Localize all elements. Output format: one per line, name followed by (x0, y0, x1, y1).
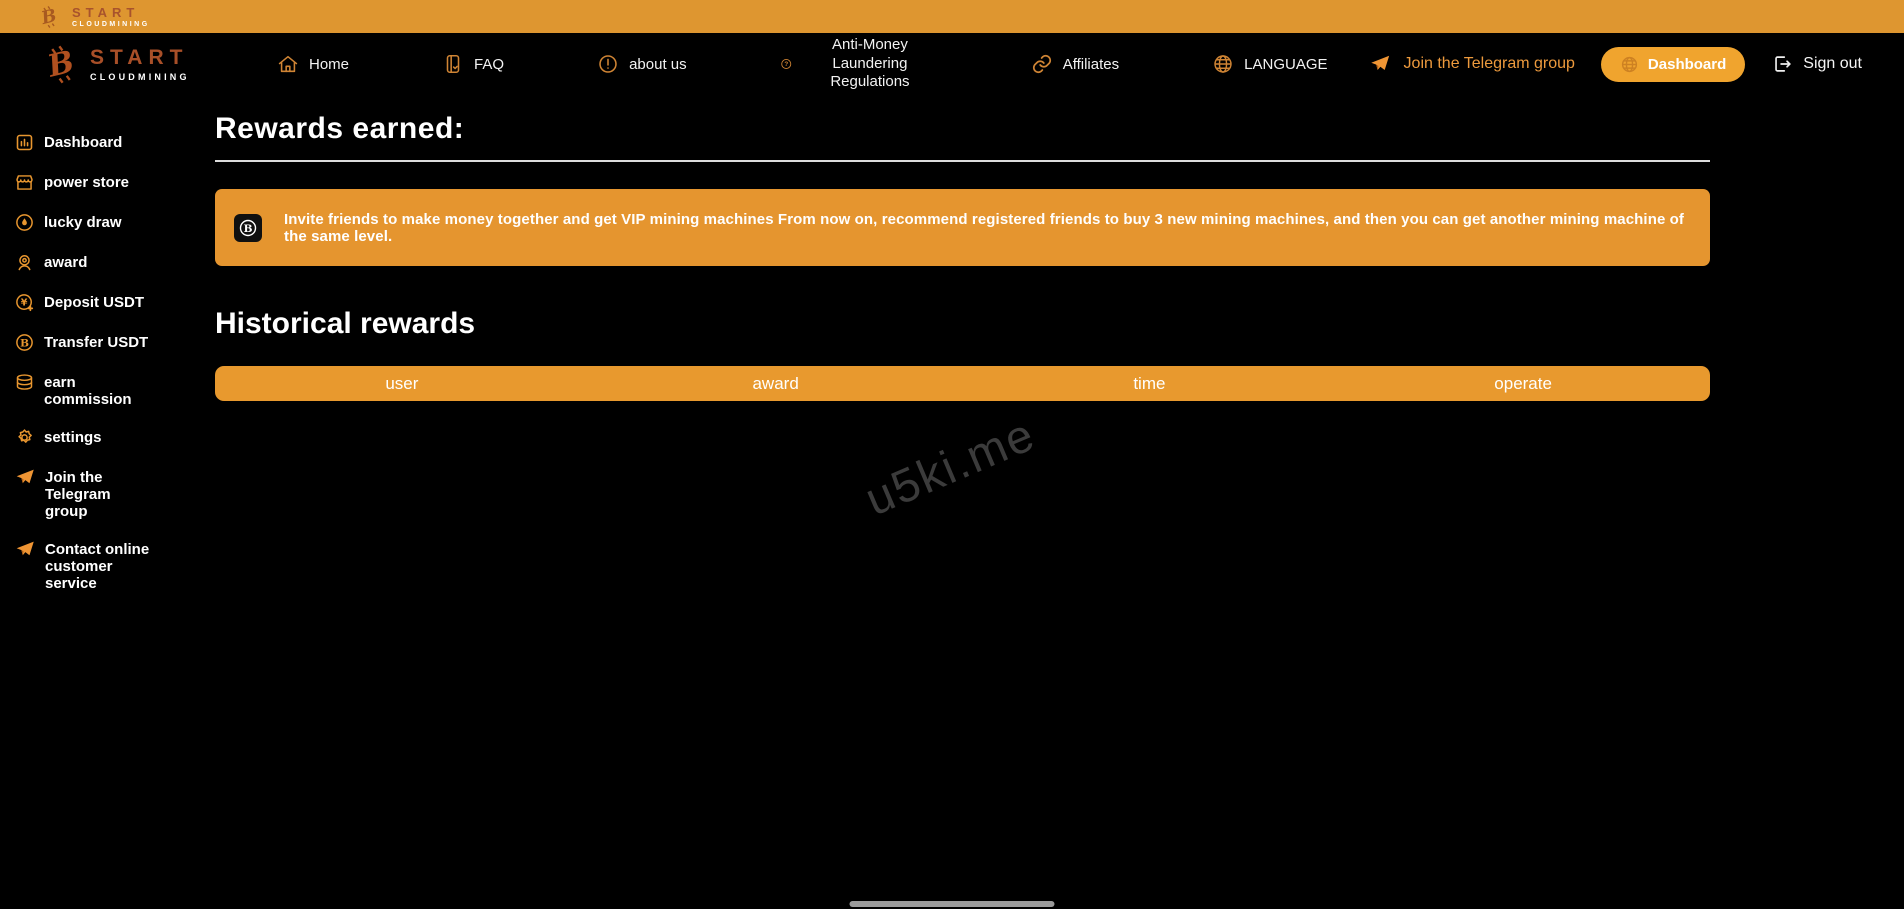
title-divider (215, 160, 1710, 162)
svg-text:B: B (39, 4, 59, 29)
telegram-icon (14, 467, 36, 488)
column-header-operate: operate (1494, 373, 1552, 393)
sidebar-item-join-telegram[interactable] (14, 467, 176, 520)
globe-icon (1620, 55, 1639, 74)
commission-icon (14, 372, 35, 393)
signout-button[interactable] (1771, 53, 1862, 75)
svg-text:B: B (243, 222, 253, 235)
sidebar-item-label: lucky draw (44, 214, 122, 231)
nav-item-faq[interactable] (442, 53, 504, 75)
bitcoin-logo-icon (42, 42, 80, 87)
svg-text:B: B (44, 42, 78, 85)
sidebar-item-label: Deposit USDT (44, 294, 145, 311)
gear-icon (14, 427, 35, 448)
brand-line2: CLOUDMINING (72, 21, 150, 28)
sidebar-item-deposit-usdt[interactable] (14, 292, 176, 313)
nav-menu (247, 36, 1368, 92)
home-indicator-bar (850, 901, 1055, 907)
svg-text:?: ? (784, 61, 788, 69)
page-title: Rewards earned: (215, 112, 465, 145)
watermark: u5ki.me (857, 406, 1043, 526)
rewards-table-header (215, 366, 1710, 401)
navbar-logo[interactable] (42, 42, 247, 87)
main-content (176, 95, 1710, 401)
question-circle-icon (780, 53, 793, 75)
nav-item-home[interactable] (277, 53, 349, 75)
brand-line1: START (90, 46, 189, 69)
nav-item-affiliates[interactable] (1031, 53, 1119, 75)
nav-item-about-us[interactable] (597, 53, 687, 75)
svg-text:¥: ¥ (20, 297, 28, 309)
bitcoin-logo-icon (38, 4, 60, 30)
dashboard-button[interactable] (1601, 47, 1745, 82)
telegram-icon (14, 539, 36, 560)
sidebar-item-settings[interactable] (14, 427, 176, 448)
sidebar-item-label: power store (44, 174, 130, 191)
telegram-icon (1368, 53, 1392, 75)
sidebar-item-label: settings (44, 429, 102, 446)
transfer-icon (14, 332, 35, 353)
section-title: Historical rewards (215, 307, 476, 340)
nav-item-label: FAQ (474, 55, 505, 73)
nav-item-aml-regulations[interactable] (780, 36, 938, 92)
sidebar-item-lucky-draw[interactable] (14, 212, 176, 233)
sidebar-item-label: Transfer USDT (44, 334, 149, 351)
store-icon (14, 172, 35, 193)
sidebar-item-label: Contact online customer service (45, 541, 150, 592)
sidebar-item-label: award (44, 254, 88, 271)
sidebar-item-contact-customer-service[interactable] (14, 539, 176, 592)
column-header-user: user (385, 373, 419, 393)
column-header-time: time (1133, 373, 1166, 393)
nav-item-language[interactable] (1212, 53, 1327, 75)
sidebar-item-label: Join the Telegram group (45, 469, 111, 520)
navbar-right (1368, 47, 1862, 82)
sidebar-item-power-store[interactable] (14, 172, 176, 193)
sidebar-item-label: earn commission (44, 374, 132, 408)
top-strip-logo (38, 4, 150, 30)
globe-icon (1212, 53, 1234, 75)
nav-item-label: Affiliates (1062, 55, 1120, 73)
exclamation-circle-icon (597, 53, 619, 75)
brand-line1: START (72, 5, 140, 20)
nav-item-label: LANGUAGE (1244, 55, 1328, 73)
award-icon (14, 252, 35, 273)
nav-telegram-link[interactable] (1368, 53, 1575, 75)
telegram-link-label: Join the Telegram group (1403, 55, 1575, 72)
nav-item-label: Home (309, 55, 350, 73)
nav-item-label: Anti-Money Laundering Regulations (830, 35, 910, 91)
deposit-icon (14, 292, 35, 313)
link-icon (1031, 53, 1053, 75)
svg-text:B: B (20, 337, 29, 350)
sidebar-item-transfer-usdt[interactable] (14, 332, 176, 353)
lucky-draw-icon (14, 212, 35, 233)
dashboard-button-label: Dashboard (1647, 55, 1727, 73)
top-strip (0, 0, 1904, 33)
signout-icon (1771, 53, 1793, 75)
navbar (0, 33, 1904, 95)
sidebar (0, 95, 176, 611)
invite-banner (215, 189, 1710, 266)
nav-item-label: about us (629, 55, 687, 73)
invite-banner-text: Invite friends to make money together and get VIP mining machines From now on, recommend registered friends to buy 3 new mining machines, and then you can get another mining machine of the same level. (284, 210, 1685, 245)
brand-line2: CLOUDMINING (90, 72, 190, 82)
column-header-award: award (752, 373, 799, 393)
home-icon (277, 53, 299, 75)
sidebar-item-dashboard[interactable] (14, 132, 176, 153)
bar-chart-icon (14, 132, 35, 153)
sidebar-item-earn-commission[interactable] (14, 372, 176, 408)
faq-icon (442, 53, 464, 75)
bitcoin-badge-icon (234, 214, 262, 242)
signout-label: Sign out (1803, 55, 1862, 72)
sidebar-item-award[interactable] (14, 252, 176, 273)
sidebar-item-label: Dashboard (44, 134, 123, 151)
